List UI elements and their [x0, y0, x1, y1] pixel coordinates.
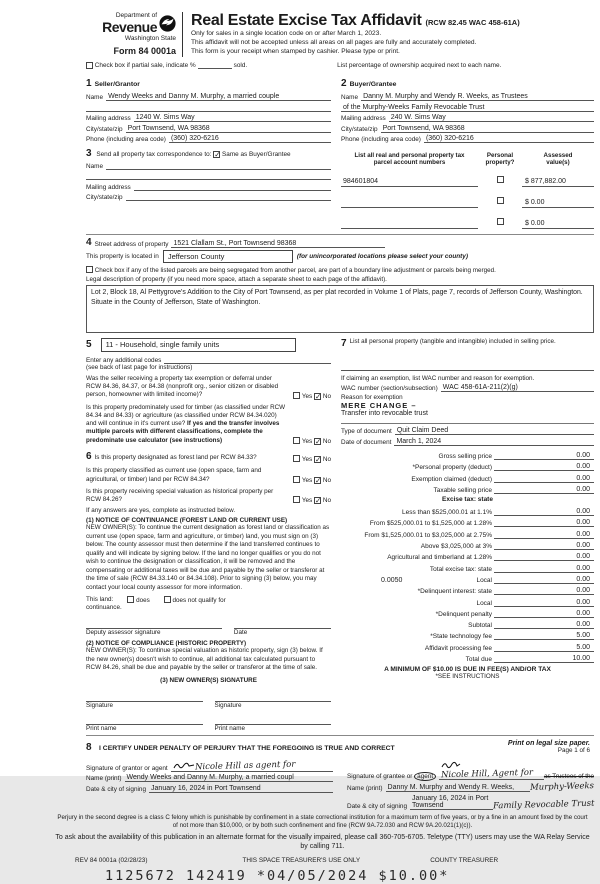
ownership-note: List percentage of ownership acquired next to each name. — [337, 61, 502, 69]
new-owner-print-name-field-1[interactable] — [86, 716, 203, 725]
parcel-col1-header: List all real and personal property tax — [354, 152, 465, 160]
tax-value-field[interactable]: 0.00 — [552, 486, 594, 494]
partial-sale-label: Check box if partial sale, indicate % — [94, 61, 196, 69]
grantor-date-field[interactable]: January 16, 2024 in Port Townsend — [149, 785, 333, 793]
parcel-col2-header: Personal — [486, 152, 514, 160]
section-4-number: 4 — [86, 237, 92, 249]
tax-row-tech-fee: *State technology fee 5.00 — [341, 629, 594, 640]
form-title: Real Estate Excise Tax Affidavit — [191, 12, 422, 29]
county-note: (for unincorporated locations please select your county) — [296, 253, 468, 261]
no-label: No — [322, 456, 331, 464]
grantor-date-label: Date & city of signing — [86, 785, 147, 793]
parcel-col3-header-2: value(s) — [546, 159, 570, 167]
certify-statement: I CERTIFY UNDER PENALTY OF PERJURY THAT THE FOREGOING IS TRUE AND CORRECT — [99, 744, 395, 752]
seller-name-field[interactable]: Wendy Weeks and Danny M. Murphy, a married couple — [106, 93, 331, 101]
tax-row-total-state: Total excise tax: state 0.00 — [341, 561, 594, 572]
grantee-signature-label: Signature of grantee or agent — [347, 773, 436, 780]
section-use-code — [86, 338, 331, 445]
date-of-document-field[interactable]: March 1, 2024 — [394, 438, 594, 446]
timber-yes-checkbox[interactable] — [293, 437, 300, 444]
county-treasurer-label: COUNTY TREASURER — [430, 857, 499, 865]
new-owner-signature-field-2[interactable] — [215, 693, 332, 702]
signature-scribble-icon — [173, 762, 195, 770]
exemption-yes-checkbox[interactable] — [293, 392, 300, 399]
tax-row-personal-deduct: *Personal property (deduct) 0.00 — [341, 460, 594, 471]
tax-value-field[interactable]: 0.00 — [552, 531, 594, 539]
tax-value-field[interactable]: 5.00 — [552, 632, 594, 640]
section-7-number: 7 — [341, 337, 347, 349]
parcel-col2-header-2: property? — [485, 159, 515, 167]
land-does-checkbox[interactable] — [127, 596, 134, 603]
additional-codes-field[interactable] — [164, 356, 331, 364]
no-label: No — [322, 497, 331, 505]
notice-compliance-title: (2) NOTICE OF COMPLIANCE (HISTORIC PROPERTY) — [86, 640, 247, 648]
timber-question: Is this property predominately used for timber (as classified under RCW 84.34 and 84.33) or agriculture (as classified under RCW 84.34.020) and will continue in it's current use? If yes and the transfer involves multiple parcels with different classifications, complete the predominate use calculator (see instructions) — [86, 403, 286, 444]
does-label: does — [136, 597, 150, 605]
accessibility-notice: To ask about the availability of this publication in an alternate format for the visually impaired, please call 360-705-6705. Teletype (TTY) users may use the WA Relay Service by calling 711. — [55, 834, 590, 851]
no-label: No — [322, 392, 331, 400]
reason-exemption-label: Reason for exemption — [341, 394, 403, 402]
buyer-phone-field[interactable]: (360) 320-6216 — [424, 135, 594, 143]
tax-value-field[interactable]: 0.00 — [552, 587, 594, 595]
seller-phone-label: Phone (including area code) — [86, 136, 166, 144]
tax-row-delinquent-penalty: *Delinquent penalty 0.00 — [341, 607, 594, 618]
tax-value-field[interactable]: 0.00 — [552, 452, 594, 460]
wac-number-field[interactable]: WAC 458-61A-211(2)(g) — [441, 384, 594, 392]
grantee-date-label: Date & city of signing — [347, 802, 408, 810]
section-land-use — [86, 450, 331, 732]
page-indicator: Page 1 of 6 — [557, 747, 590, 754]
yes-label: Yes — [301, 392, 313, 400]
header-note-3: This form is your receipt when stamped by cashier. Please type or print. — [191, 47, 400, 55]
parcel-number-field[interactable] — [341, 199, 478, 208]
yes-label: Yes — [301, 476, 313, 484]
tax-row-tier4: Above $3,025,000 at 3% 0.00 — [341, 539, 594, 550]
exemption-no-checkbox[interactable]: ✓ — [315, 391, 322, 401]
form-number: Form 84 0001a — [113, 46, 176, 56]
grantor-signature-label: Signature of grantor or agent — [86, 764, 168, 772]
correspondence-label: Send all property tax correspondence to: — [96, 151, 212, 159]
street-address-field[interactable]: 1521 Clallam St., Port Townsend 98368 — [171, 240, 384, 248]
treasurer-stamp: 1125672 142419 *04/05/2024 $10.00* — [105, 868, 450, 884]
buyer-name-label: Name — [341, 94, 359, 102]
tax-value-field[interactable]: 0.00 — [552, 519, 594, 527]
tax-value-field[interactable]: 0.00 — [552, 565, 594, 573]
agency-name: Revenue — [102, 19, 157, 35]
personal-property-field[interactable] — [341, 363, 594, 371]
notice-compliance-body: NEW OWNER(S): To continue special valuation as historic property, sign (3) below. If the new owner(s) doesn't wish to continue, all additional tax calculated pursuant to RCW 84.26, shall be due and payable by the seller or transferor at the time of sale. — [86, 647, 323, 672]
see-instructions-note: *SEE INSTRUCTIONS — [435, 673, 500, 681]
grantor-name-field[interactable]: Wendy Weeks and Danny M. Murphy, a married coupl — [125, 774, 333, 782]
yes-label: Yes — [301, 456, 313, 464]
agency-logo-block — [86, 12, 182, 57]
print-name-label: Print name — [86, 724, 117, 732]
no-label: No — [322, 476, 331, 484]
deputy-assessor-label: Deputy assessor signature — [86, 629, 161, 637]
parcel-number-field[interactable]: 984601804 — [341, 178, 478, 187]
form-header — [86, 0, 594, 57]
tax-value-field[interactable]: 0.00 — [552, 576, 594, 584]
land-does-not-checkbox[interactable] — [164, 596, 171, 603]
parcel-col1-header-2: parcel account numbers — [373, 159, 446, 167]
excise-tax-state-heading: Excise tax: state — [442, 495, 493, 503]
notice-continuance-body: NEW OWNER(S): To continue the current designation as forest land or classification as current use (open space, farm and agriculture, or timber) land, you must sign on (3) below. The county assessor must then determine if the land transferred continues to qualify and will indicate by signing below. If the land no longer qualifies or you do not wish to continue the designation or classification, it will be removed and the compensating or additional taxes will be due and payable by the seller or transferor at the time of sale (RCW 84.33.140 or 84.34.108). Prior to signing (3) below, you may contact your local county assessor for more information. — [86, 524, 330, 591]
grantee-name-handwriting: Murphy-Weeks — [529, 781, 595, 794]
signature-label: Signature — [214, 701, 242, 709]
type-of-document-label: Type of document — [341, 428, 392, 436]
grantee-agent-circled: agent — [414, 772, 436, 781]
parcel-personal-checkbox[interactable] — [497, 176, 504, 183]
tax-value-field[interactable]: 0.00 — [552, 599, 594, 607]
deputy-assessor-signature-field[interactable] — [86, 620, 222, 629]
this-land-label: This land: — [86, 596, 114, 604]
correspondence-name-field-2[interactable] — [86, 172, 331, 180]
section-2-number: 2 — [341, 77, 347, 89]
buyer-csz-field[interactable]: Port Townsend, WA 98368 — [381, 125, 594, 133]
land-use-code-select[interactable]: 11 - Household, single family units — [101, 338, 296, 352]
print-note: Print on legal size paper. — [507, 740, 590, 747]
forest-question: Is this property designated as forest land per RCW 84.33? — [94, 454, 257, 462]
tax-row-tier1: Less than $525,000.01 at 1.1% 0.00 — [341, 505, 594, 516]
parcel-value-field[interactable]: $ 0.00 — [522, 199, 594, 208]
current-use-no-checkbox[interactable]: ✓ — [315, 475, 322, 485]
section-personal-property — [341, 338, 594, 418]
parcel-personal-checkbox[interactable] — [497, 197, 504, 204]
tax-row-tier2: From $525,000.01 to $1,525,000 at 1.28% 0.00 — [341, 516, 594, 527]
buyer-phone-label: Phone (including area code) — [341, 136, 421, 144]
section-correspondence — [86, 148, 331, 229]
if-yes-instruction: If any answers are yes, complete as instructed below. — [86, 507, 236, 515]
no-label: No — [322, 438, 331, 446]
parcel-row — [341, 169, 594, 187]
grantor-signature-handwriting: Nicole Hill as agent for — [194, 759, 296, 773]
seller-mail-field[interactable]: 1240 W. Sims Way — [134, 114, 331, 122]
grantor-signature-field[interactable] — [171, 761, 333, 772]
wac-number-label: WAC number (section/subsection) — [341, 385, 438, 393]
historic-question: Is this property receiving special valuation as historical property per RCW 84.26? — [86, 487, 274, 504]
grantee-date-handwriting: Family Revocable Trust — [492, 798, 595, 812]
county-select[interactable]: Jefferson County — [163, 250, 293, 263]
section-1-number: 1 — [86, 77, 92, 89]
located-label: This property is located in — [86, 253, 159, 261]
correspondence-name-label: Name — [86, 162, 104, 170]
legal-description-text-2: Situate in the County of Jefferson, State of Washington. — [91, 299, 261, 307]
correspondence-mail-label: Mailing address — [86, 183, 131, 191]
does-not-label: does not qualify for — [172, 597, 226, 605]
new-owner-signature-field-1[interactable] — [86, 693, 203, 702]
grantee-name-field[interactable]: Danny M. Murphy and Wendy R. Weeks, — [386, 784, 531, 792]
exemption-claim-note: If claiming an exemption, list WAC number and reason for exemption. — [341, 374, 535, 382]
grantee-date-field[interactable]: January 16, 2024 in Port Townsend — [410, 795, 493, 810]
buyer-heading: Buyer/Grantee — [349, 80, 397, 88]
buyer-csz-label: City/state/zip — [341, 125, 378, 133]
section-seller — [86, 73, 331, 144]
grantee-signature-field[interactable] — [439, 761, 544, 780]
correspondence-csz-field[interactable] — [126, 193, 331, 201]
parcel-table — [341, 148, 594, 229]
state-line: Washington State — [124, 35, 176, 42]
buyer-mail-field[interactable]: 240 W. Sims Way — [389, 114, 594, 122]
tax-computation — [341, 423, 594, 680]
struck-text: as Trustees of the — [543, 772, 594, 780]
tax-row-delinquent-interest-local: Local 0.00 — [341, 595, 594, 606]
section-8-number: 8 — [86, 741, 92, 753]
exemption-question: Was the seller receiving a property tax exemption or deferral under RCW 84.36, 84.37, or 84.38 (nonprofit org., senior citizen or disabled person, homeowner with limited income)? — [86, 374, 279, 399]
timber-no-checkbox[interactable]: ✓ — [315, 437, 322, 447]
new-owner-print-name-field-2[interactable] — [215, 716, 332, 725]
tax-value-field[interactable]: 0.00 — [552, 463, 594, 471]
section-6-number: 6 — [86, 451, 92, 463]
legal-description-box[interactable] — [86, 285, 594, 333]
revenue-logo-icon — [159, 15, 176, 32]
seller-csz-field[interactable]: Port Townsend, WA 98368 — [126, 125, 331, 133]
tax-value-field[interactable]: 0.00 — [552, 542, 594, 550]
legal-description-label: Legal description of property (if you need more space, attach a separate sheet to each page of the affidavit). — [86, 275, 387, 283]
tax-row-delinquent-interest-state: *Delinquent interest: state 0.00 — [341, 584, 594, 595]
grantee-signature-handwriting: Nicole Hill, Agent for — [441, 767, 534, 781]
tax-row-tier3: From $1,525,000.01 to $3,025,000 at 2.75% 0.00 — [341, 527, 594, 538]
historic-no-checkbox[interactable]: ✓ — [315, 496, 322, 506]
continuance-label: continuance. — [86, 604, 122, 612]
tax-value-field[interactable]: 0.00 — [552, 475, 594, 483]
deputy-date-field[interactable] — [234, 620, 331, 629]
perjury-notice: Perjury in the second degree is a class C felony which is punishable by confinement in a state correctional institution for a maximum term of five years, or by a fine in an amount fixed by the court of not more than $10,000, or by both such confinement and fine (RCW 9A.72.030 and RCW 9A.20.021(1)(c)). — [57, 813, 588, 829]
treasurer-space-label: THIS SPACE TREASURER'S USE ONLY — [242, 857, 361, 865]
parcel-value-field[interactable]: $ 0.00 — [522, 220, 594, 229]
header-note-2: This affidavit will not be accepted unless all areas on all pages are fully and accurately completed. — [191, 38, 477, 46]
signature-scribble-icon — [441, 761, 461, 769]
forest-yes-checkbox[interactable] — [293, 455, 300, 462]
tax-row-subtotal: Subtotal 0.00 — [341, 618, 594, 629]
seller-name-field-2[interactable] — [86, 104, 331, 112]
partial-sale-suffix: sold. — [233, 61, 248, 69]
segregated-label: Check box if any of the listed parcels are being segregated from another parcel, are part of a boundary line adjustment or parcels being merged. — [94, 266, 496, 274]
parcel-number-field[interactable] — [341, 220, 478, 229]
personal-property-label: List all personal property (tangible and intangible) included in selling price. — [349, 337, 556, 345]
partial-sale-checkbox[interactable] — [86, 62, 93, 69]
section-property — [86, 234, 594, 333]
notice-continuance-title: (1) NOTICE OF CONTINUANCE (FOREST LAND OR CURRENT USE) — [86, 517, 288, 525]
street-address-label: Street address of property — [94, 241, 169, 249]
dept-line: Department of — [115, 12, 157, 19]
tax-value-field[interactable]: 0.00 — [552, 508, 594, 516]
seller-phone-field[interactable]: (360) 320-6216 — [169, 135, 331, 143]
seller-name-label: Name — [86, 94, 104, 102]
new-owner-signature-title: (3) NEW OWNER(S) SIGNATURE — [160, 676, 257, 684]
partial-sale-percent-field[interactable] — [198, 68, 232, 69]
correspondence-name-field[interactable] — [106, 162, 331, 170]
form-title-rcw: (RCW 82.45 WAC 458-61A) — [425, 18, 520, 27]
grantee-name-label: Name (print) — [347, 785, 383, 793]
additional-codes-label: Enter any additional codes — [86, 356, 162, 364]
buyer-name-field-2[interactable]: of the Murphy-Weeks Family Revocable Trust — [341, 104, 594, 112]
timber-question-bold: If yes and the transfer involves multiple parcels with different classifications, complete the predominate use calculator (see instructions) — [86, 420, 280, 444]
tax-value-field[interactable]: 5.00 — [552, 644, 594, 652]
grantor-signature-block — [86, 757, 333, 810]
section-5-number: 5 — [86, 339, 92, 351]
reason-exemption-value-2[interactable]: Transfer into revocable trust — [341, 410, 428, 418]
section-3-number: 3 — [86, 148, 92, 160]
parcel-row — [341, 190, 594, 208]
parcel-value-field[interactable]: $ 877,882.00 — [522, 178, 594, 187]
rev-form-number: REV 84 0001a (02/28/23) — [75, 857, 148, 865]
same-as-buyer-checkbox[interactable]: ✓ — [214, 150, 221, 160]
legal-description-text-1: Lot 2, Block 18, Al Pettygrove's Addition to the City of Port Townsend, as per plat recorded in Volume 1 of Plats, page 7, records of Jefferson County, Washington. — [91, 288, 583, 296]
date-of-document-label: Date of document — [341, 438, 392, 446]
tax-row-exemption-deduct: Exemption claimed (deduct) 0.00 — [341, 471, 594, 482]
tax-row-taxable: Taxable selling price 0.00 — [341, 483, 594, 494]
segregated-checkbox[interactable] — [86, 266, 93, 273]
print-name-label: Print name — [214, 724, 245, 732]
parcel-row — [341, 211, 594, 229]
tax-value-field[interactable]: 0.00 — [552, 553, 594, 561]
current-use-question: Is this property classified as current use (open space, farm and agricultural, or timber) land per RCW 84.34? — [86, 467, 262, 483]
grantor-name-label: Name (print) — [86, 775, 122, 783]
section-buyer — [341, 73, 594, 144]
seller-mail-label: Mailing address — [86, 115, 131, 123]
signature-label: Signature — [86, 701, 113, 709]
tax-row-gross: Gross selling price 0.00 — [341, 449, 594, 460]
buyer-mail-label: Mailing address — [341, 115, 386, 123]
historic-yes-checkbox[interactable] — [293, 496, 300, 503]
same-as-buyer-label: Same as Buyer/Grantee — [222, 151, 291, 159]
tax-row-agricultural: Agricultural and timberland at 1.28% 0.00 — [341, 550, 594, 561]
grantee-signature-block — [347, 757, 594, 810]
seller-heading: Seller/Grantor — [94, 80, 140, 88]
yes-label: Yes — [301, 438, 313, 446]
forest-no-checkbox[interactable]: ✓ — [315, 455, 322, 465]
reason-exemption-value-1[interactable]: MERE CHANGE – — [341, 401, 417, 411]
yes-label: Yes — [301, 497, 313, 505]
minimum-due-note: A MINIMUM OF $10.00 IS DUE IN FEE(S) AND/OR TAX — [384, 666, 551, 674]
additional-codes-note: (see back of last page for instructions) — [86, 363, 193, 371]
tax-value-field[interactable]: 0.00 — [552, 610, 594, 618]
buyer-name-field[interactable]: Danny M. Murphy and Wendy R. Weeks, as Trustees — [361, 93, 594, 101]
tax-value-field[interactable]: 10.00 — [552, 655, 594, 663]
type-of-document-field[interactable]: Quit Claim Deed — [395, 427, 594, 435]
tax-value-field[interactable]: 0.00 — [552, 621, 594, 629]
parcel-personal-checkbox[interactable] — [497, 218, 504, 225]
seller-csz-label: City/state/zip — [86, 125, 123, 133]
correspondence-mail-field[interactable] — [134, 183, 331, 191]
header-note-1: Only for sales in a single location code on or after March 1, 2023. — [191, 30, 382, 37]
local-rate-value: 0.0050 — [381, 576, 403, 584]
tax-row-local: 0.0050 Local 0.00 — [341, 573, 594, 584]
tax-row-processing-fee: Affidavit processing fee 5.00 — [341, 640, 594, 651]
parcel-col3-header: Assessed — [543, 152, 573, 160]
deputy-date-label: Date — [233, 629, 248, 637]
tax-row-total-due: Total due 10.00 — [341, 652, 594, 663]
current-use-yes-checkbox[interactable] — [293, 476, 300, 483]
correspondence-csz-label: City/state/zip — [86, 194, 123, 202]
